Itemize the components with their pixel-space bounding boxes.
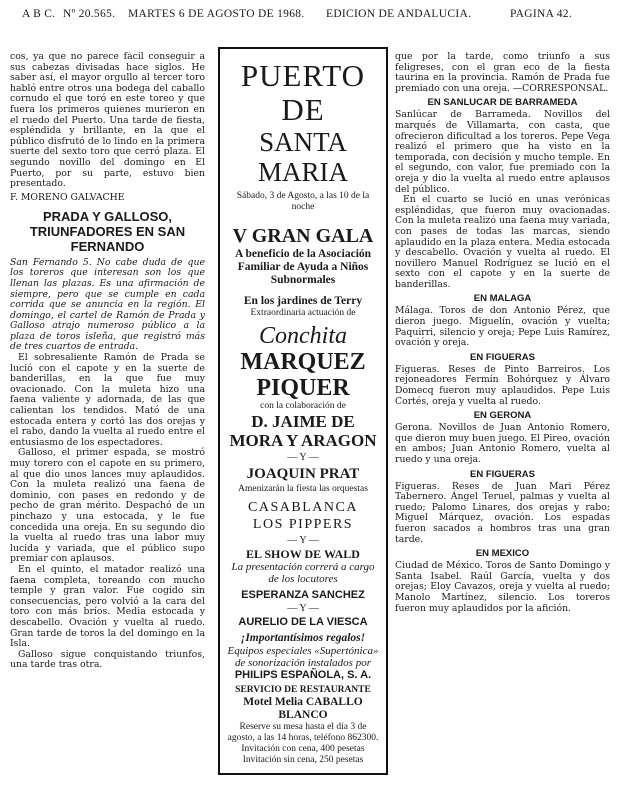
ad-orchestras-label: Amenizarán la fiesta las orquestas (238, 484, 368, 494)
newspaper-name: A B C. (22, 8, 56, 20)
ad-speaker: ESPERANZA SANCHEZ (241, 589, 365, 601)
column-paragraph: que por la tarde, como triunfo a sus feligreses, con el gran eco de la fiesta taurina en la provincia. Ramón de Prada fue premiado con una oreja. —CORRESPONSAL. (395, 52, 610, 94)
section-heading: EN GERONA (473, 410, 532, 422)
left-column (10, 52, 205, 797)
ad-title-line2: SANTA MARIA (257, 127, 348, 187)
ad-title-line1: PUERTO DE (240, 58, 366, 127)
ad-sponsor: PHILIPS ESPAÑOLA, S. A. (234, 669, 372, 681)
ad-guest: D. JAIME DE MORA Y ARAGON (229, 412, 377, 450)
ad-orchestra: LOS PIPPERS (252, 517, 354, 532)
ad-gala-title: V GRAN GALA (232, 225, 374, 247)
ad-prizes: ¡Importantísimos regalos! (240, 632, 366, 644)
ad-collab-label: con la colaboración de (260, 401, 346, 411)
column-paragraph: Málaga. Toros de don Antonio Pérez, que dieron juego. Miguelín, ovación y vuelta; Paquirri, silencio y oreja; Pepe Luis Ramírez, ovación y oreja. (395, 305, 610, 349)
ad-orchestra: CASABLANCA (248, 500, 358, 515)
page-header (0, 0, 620, 32)
issue-date: MARTES 6 DE AGOSTO DE 1968. (128, 8, 305, 20)
right-column (395, 52, 610, 797)
ad-hotel: Motel Melia CABALLO BLANCO (243, 696, 363, 721)
article-paragraph: Galloso, el primer espada, se mostró muy torero con el capote en su primero, al que dio unos lances muy aplaudidos. Con la muleta realizó una faena de dominio, con pases en redondo y de pecho de gran mérito. Despachó de un pinchazo y una estocada, y le fue concedida una oreja. En su segundo dio la vuelta al ruedo tras una labor muy lucida y variada, que el público supo premiar con aplausos. (10, 447, 205, 565)
column-paragraph: Ciudad de México. Toros de Santo Domingo y Santa Isabel. Raúl García, vuelta y dos orejas; Eloy Cavazos, oreja y vuelta al ruedo; Manolo Martínez, silencio. Los toreros fueron muy aplaudidos por la afición. (395, 560, 610, 614)
byline: F. MORENO GALVACHE (10, 191, 125, 203)
ad-reservation: Reserve su mesa hasta el día 3 de agosto, a las 14 horas, teléfono 862300. Invitación con cena, 400 pesetas (227, 722, 379, 754)
article-lead: San Fernando 5. No cabe duda de que los toreros que interesan son los que llenan las plazas. Es una afirmación de siempre, pero que se cumple en cada corrida que se anuncia en la región. El domingo, el cartel de Ramón de Prada y Galloso atrajo numeroso público a la plaza de toros isleña, que registró más de tres cuartos de entrada. (10, 256, 205, 353)
column-paragraph: Figueras. Reses de Juan Mari Pérez Tabernero. Ángel Teruel, palmas y vuelta al ruedo; Palomo Linares, dos orejas y rabo; Miguel Márquez, ovación. Los espadas fueron sacados a hombros tras una gran tarde. (395, 480, 610, 545)
ad-presenter: JOAQUIN PRAT (246, 466, 360, 482)
section-heading: EN FIGUERAS (470, 351, 535, 363)
column-paragraph: Gerona. Novillos de Juan Antonio Romero, que dieron muy buen juego. El Pireo, ovación en ambos; Juan Antonio Romero, vuelta al ruedo y una oreja. (395, 422, 610, 465)
article-paragraph: En el quinto, el matador realizó una faena completa, toreando con mucho temple y gran valor. Fue cogido sin consecuencias, pero volvió a la cara del toro con más bríos. Media estocada y descabello. Ovación y vuelta al ruedo. Gran tarde de toros la del domingo en la Isla. (10, 563, 205, 650)
issue-number: Nº 20.565. (63, 8, 116, 20)
ad-presentation: La presentación correrá a cargo de los locutores (231, 561, 375, 585)
ad-speaker: AURELIO DE LA VIESCA (238, 616, 368, 628)
advertisement-box (218, 47, 388, 775)
page-number: PAGINA 42. (510, 8, 573, 20)
ad-separator: — Y — (287, 535, 319, 546)
section-heading: EN FIGUERAS (470, 468, 535, 480)
section-heading: EN MEXICO (475, 548, 530, 560)
ad-benefit: A beneficio de la Asociación Familiar de Ayuda a Niños Subnormales (234, 248, 372, 286)
ad-venue: En los jardines de Terry (243, 295, 363, 307)
ad-invitation: Invitación sin cena, 250 pesetas (242, 755, 364, 765)
section-heading: EN SANLUCAR DE BARRAMEDA (427, 97, 578, 109)
ad-restaurant: SERVICIO DE RESTAURANTE (235, 685, 371, 695)
ad-star-first: Conchita (259, 323, 347, 349)
ad-separator: — Y — (287, 452, 319, 463)
ad-show: EL SHOW DE WALD (246, 547, 360, 561)
ad-separator: — Y — (287, 603, 319, 614)
ad-extra-label: Extraordinaria actuación de (250, 308, 356, 318)
ad-date: Sábado, 3 de Agosto, a las 10 de la noche (236, 191, 370, 212)
column-paragraph: Sanlúcar de Barrameda. Novillos del marqués de Villamarta, con casta, que ofrecieron dificultad a los toreros. Pepe Vega realizó el primero que ha visto en la temporada, con decisión y mucho temple. En el segundo, con valor, fue premiado con la oreja y dio la vuelta al ruedo entre aplausos del público. (395, 109, 610, 195)
intro-paragraph: cos, ya que no parece fácil conseguir a sus cabezas divisadas hace siglos. He saber así, el mayor orgullo al tercer toro habló entre otros una bodega del caballo cornudo el que toró en este toreo y que fuera los primeros quienes murieron en el ruedo del Puerto. Una tarde de fiesta, espléndida y brillante, en la que el público disfrutó de lo lindo en la primera suerte del sexto toro que cerró plaza. El segundo novillo del domingo en El Puerto, por su parte, estuvo bien presentado. (10, 52, 205, 190)
article-headline: PRADA Y GALLOSO, TRIUNFADORES EN SAN FERNANDO (29, 208, 186, 254)
article-paragraph: Galloso sigue conquistando triunfos, una tarde tras otra. (10, 648, 205, 671)
article-paragraph: El sobresaliente Ramón de Prada se lució con el capote y en la suerte de banderillas, en la que fue muy ovacionado. Con la muleta hizo una faena valiente y adornada, de las que calientan los tendidos. Mató de una estocada entera y cortó las dos orejas y el rabo, dando la vuelta al ruedo entre el entusiasmo de los espectadores. (10, 352, 205, 448)
ad-star-last: MARQUEZ PIQUER (240, 349, 366, 401)
edition-label: EDICION DE ANDALUCIA. (326, 8, 472, 20)
section-heading: EN MALAGA (473, 293, 532, 305)
ad-equipment: Equipos especiales «Supertónica» de sonorización instalados por (227, 645, 379, 669)
column-paragraph: Figueras. Reses de Pinto Barreiros. Los rejoneadores Fermín Bohórquez y Álvaro Domecq fueron muy aplaudidos. Pepe Luis Cortés, oreja y vuelta al ruedo. (395, 363, 610, 407)
column-paragraph: En el cuarto se lució en unas verónicas espléndidas, que fueron muy ovacionadas. Con la muleta realizó una faena muy variada, con pases de todas las marcas, siendo aplaudido en la plaza entera. Media estocada y descabello. Ovación y vuelta al ruedo. El novillero Manuel Rodríguez se lució en el sexto con el capote y en la suerte de banderillas. (395, 194, 610, 290)
